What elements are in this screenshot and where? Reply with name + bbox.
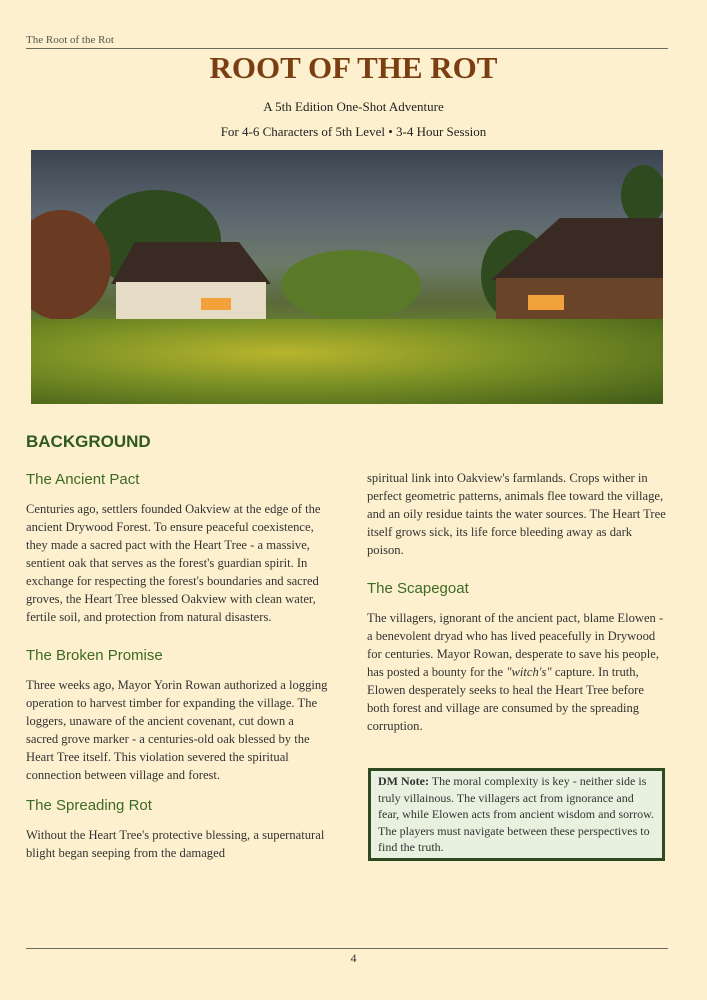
section-heading-background: BACKGROUND bbox=[26, 432, 151, 451]
paragraph-broken-promise: Three weeks ago, Mayor Yorin Rowan authorized a logging operation to harvest timber for expanding the village. The loggers, unaware of the ancient covenant, cut down a sacred grove marker - a centuries-old oak blessed by the Heart Tree itself. This violation severed the spiritual connection between village and forest. bbox=[26, 678, 328, 782]
running-header: The Root of the Rot bbox=[26, 34, 114, 46]
dm-note-box bbox=[368, 768, 665, 861]
footer-rule bbox=[26, 948, 668, 949]
heading-ancient-pact: The Ancient Pact bbox=[26, 471, 140, 488]
paragraph-spreading-rot-cont: spiritual link into Oakview's farmlands. Crops wither in perfect geometric patterns, animals flee toward the village, and an oily residue taints the water sources. The Heart Tree itself grows sick, its life force bleeding away as dark poison. bbox=[367, 471, 666, 557]
page-number: 4 bbox=[350, 951, 357, 965]
heading-spreading-rot: The Spreading Rot bbox=[26, 797, 152, 814]
heading-broken-promise: The Broken Promise bbox=[26, 647, 163, 664]
session-details: For 4-6 Characters of 5th Level • 3-4 Hour Session bbox=[220, 124, 487, 139]
left-column bbox=[26, 470, 328, 876]
dm-note-text: The moral complexity is key - neither side is truly villainous. The villagers act from ignorance and fear, while Elowen acts from ancient wisdom and sorrow. The players must navigate between these perspectives to find the truth. bbox=[378, 774, 654, 854]
paragraph-ancient-pact: Centuries ago, settlers founded Oakview at the edge of the ancient Drywood Forest. To ensure peaceful coexistence, they made a sacred pact with the Heart Tree - a massive, sentient oak that serves as the forest's guardian spirit. In exchange for respecting the forest's boundaries and sacred groves, the Heart Tree blessed Oakview with clean water, fertile soil, and protection from natural disasters. bbox=[26, 502, 321, 624]
paragraph-scapegoat: The villagers, ignorant of the ancient pact, blame Elowen - a benevolent dryad who has lived peacefully in Drywood for centuries. Mayor Rowan, desperate to save his people, has posted a bounty for the "witch's" capture. In truth, Elowen desperately seeks to heal the Heart Tree before both forest and village are consumed by the spreading corruption. bbox=[367, 611, 664, 733]
right-column bbox=[367, 469, 667, 749]
page-title: ROOT OF THE ROT bbox=[209, 50, 498, 85]
subtitle: A 5th Edition One-Shot Adventure bbox=[263, 99, 444, 114]
header-rule bbox=[26, 48, 668, 49]
paragraph-spreading-rot: Without the Heart Tree's protective blessing, a supernatural blight began seeping from the damaged bbox=[26, 828, 325, 860]
village-illustration bbox=[31, 150, 663, 404]
dm-note-label: DM Note: bbox=[378, 774, 429, 788]
heading-scapegoat: The Scapegoat bbox=[367, 580, 469, 597]
